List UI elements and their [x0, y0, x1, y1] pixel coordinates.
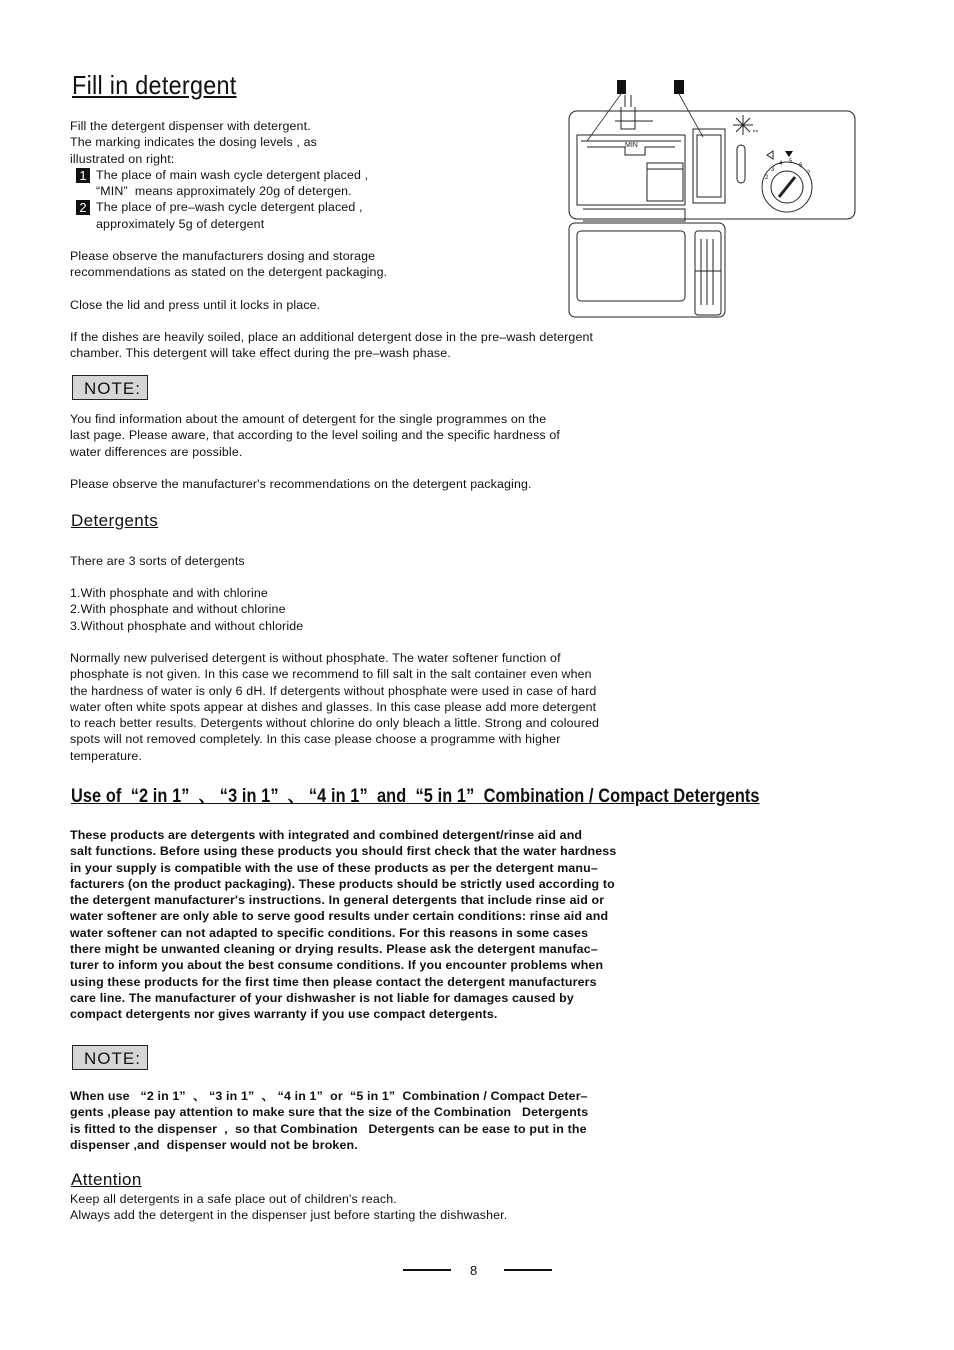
- body-line: to reach better results. Detergents without chlorine do only bleach a little. Strong and coloured: [70, 716, 600, 731]
- page-title: Fill in detergent: [72, 70, 237, 100]
- dosing-line: Please observe the manufacturers dosing and storage: [70, 249, 376, 263]
- soiled-line: chamber. This detergent will take effect during the pre–wash phase.: [70, 346, 451, 361]
- svg-text:6: 6: [799, 163, 803, 169]
- sorts-intro: There are 3 sorts of detergents: [70, 554, 245, 568]
- body-line: using these products for the first time then please contact the detergent manufacturers: [70, 974, 597, 989]
- attention-paragraph: [70, 1191, 507, 1224]
- body-line: care line. The manufacturer of your dishwasher is not liable for damages caused by: [70, 990, 574, 1005]
- dispenser-lid: [569, 223, 725, 317]
- note-line: is fitted to the dispenser , so that Combination Detergents can be ease to put in the: [70, 1121, 587, 1136]
- note-label: NOTE:: [72, 1045, 148, 1070]
- note-line: water differences are possible.: [70, 444, 243, 459]
- body-line: salt functions. Before using these products you should first check that the water hardness: [70, 844, 617, 859]
- intro-line: illustrated on right:: [70, 151, 175, 166]
- list-item: 1.With phosphate and with chlorine: [70, 586, 268, 600]
- note1-paragraph: [70, 411, 560, 460]
- body-line: in your supply is compatible with the use of these products as per the detergent manu–: [70, 860, 598, 875]
- combination-body: [70, 827, 616, 1023]
- detergents-heading: Detergents: [71, 511, 159, 530]
- body-line: water softener can not adapted to specific conditions. For this reasons in some cases: [70, 925, 589, 940]
- body-line: the detergent manufacturer's instructions. In general detergents that include rinse aid or: [70, 893, 605, 908]
- footer-divider-left: [403, 1269, 451, 1271]
- svg-text:3: 3: [771, 167, 775, 173]
- intro-item-text: The place of pre–wash cycle detergent placed ,: [96, 200, 363, 215]
- intro-item-text: The place of main wash cycle detergent placed ,: [96, 167, 369, 182]
- footer-divider-right: [504, 1269, 552, 1271]
- note-line: You find information about the amount of detergent for the single programmes on the: [70, 412, 547, 426]
- note2-paragraph: [70, 1088, 588, 1153]
- note-line: gents ,please pay attention to make sure that the size of the Combination Detergents: [70, 1105, 589, 1120]
- note-line: When use “2 in 1” 、 “3 in 1” 、 “4 in 1” or “5 in 1” Combination / Compact Deter–: [70, 1089, 588, 1103]
- combination-heading: Use of “2 in 1” 、 “3 in 1” 、 “4 in 1” and “5 in 1” Combination / Compact Detergents: [71, 786, 760, 807]
- min-label: MIN: [625, 142, 638, 149]
- intro-item-text: “MIN” means approximately 20g of detergen.: [96, 184, 352, 199]
- attention-line: Always add the detergent in the dispenser just before starting the dishwasher.: [70, 1208, 508, 1223]
- soiled-line: If the dishes are heavily soiled, place an additional detergent dose in the pre–wash detergent: [70, 330, 594, 344]
- intro-paragraph: [70, 118, 368, 232]
- body-line: compact detergents nor gives warranty if you use compact detergents.: [70, 1007, 498, 1022]
- body-line: the hardness of water is only 6 dH. If detergents without phosphate were used in case of hard: [70, 683, 597, 698]
- svg-text:4: 4: [779, 161, 783, 167]
- detergents-body: [70, 650, 599, 764]
- note-line: last page. Please aware, that according to the level soiling and the specific hardness of: [70, 428, 560, 443]
- body-line: water often white spots appear at dishes and glasses. In this case please add more detergent: [70, 699, 597, 714]
- marker-1: [617, 80, 626, 94]
- number-badge-1: 1: [76, 168, 90, 183]
- note-label: NOTE:: [72, 375, 148, 400]
- body-line: phosphate is not given. In this case we recommend to fill salt in the salt container even when: [70, 667, 592, 682]
- intro-line: Fill the detergent dispenser with detergent.: [70, 119, 311, 133]
- body-line: spots will not removed completely. In this case please choose a programme with higher: [70, 732, 561, 747]
- marker-2: [674, 80, 684, 94]
- dosing-paragraph: [70, 248, 387, 281]
- svg-text:7: 7: [807, 171, 811, 177]
- number-badge-2: 2: [76, 200, 90, 215]
- body-line: These products are detergents with integrated and combined detergent/rinse aid and: [70, 828, 583, 842]
- attention-heading: Attention: [71, 1170, 142, 1189]
- body-line: temperature.: [70, 748, 143, 763]
- pre-wash-compartment: [693, 129, 725, 203]
- body-line: turer to inform you about the best consume conditions. If you encounter problems when: [70, 958, 604, 973]
- svg-text:5: 5: [789, 159, 793, 165]
- sorts-list: [70, 585, 303, 634]
- close-lid-paragraph: Close the lid and press until it locks in place.: [70, 298, 321, 312]
- body-line: Normally new pulverised detergent is without phosphate. The water softener function of: [70, 651, 561, 665]
- intro-item-text: approximately 5g of detergent: [96, 216, 265, 231]
- svg-text:2: 2: [765, 175, 769, 181]
- intro-line: The marking indicates the dosing levels , as: [70, 135, 317, 150]
- intro-item-2: [76, 199, 368, 215]
- intro-item-1: [76, 167, 368, 183]
- detergent-dispenser-diagram: [565, 75, 860, 325]
- note-line: dispenser ,and dispenser would not be broken.: [70, 1137, 358, 1152]
- light-sparkle-icon: [733, 115, 759, 135]
- list-item: 3.Without phosphate and without chloride: [70, 618, 304, 633]
- body-line: facturers (on the product packaging). These products should be strictly used according to: [70, 876, 615, 891]
- observe-paragraph: Please observe the manufacturer's recommendations on the detergent packaging.: [70, 477, 532, 491]
- body-line: there might be unwanted cleaning or drying results. Please ask the detergent manufac–: [70, 942, 598, 957]
- dosing-line: recommendations as stated on the detergent packaging.: [70, 265, 388, 280]
- page-number: 8: [470, 1263, 478, 1278]
- body-line: water softener are only able to serve good results under certain conditions: rinse aid and: [70, 909, 609, 924]
- soiled-paragraph: [70, 329, 593, 362]
- attention-line: Keep all detergents in a safe place out of children's reach.: [70, 1192, 397, 1206]
- list-item: 2.With phosphate and without chlorine: [70, 602, 286, 617]
